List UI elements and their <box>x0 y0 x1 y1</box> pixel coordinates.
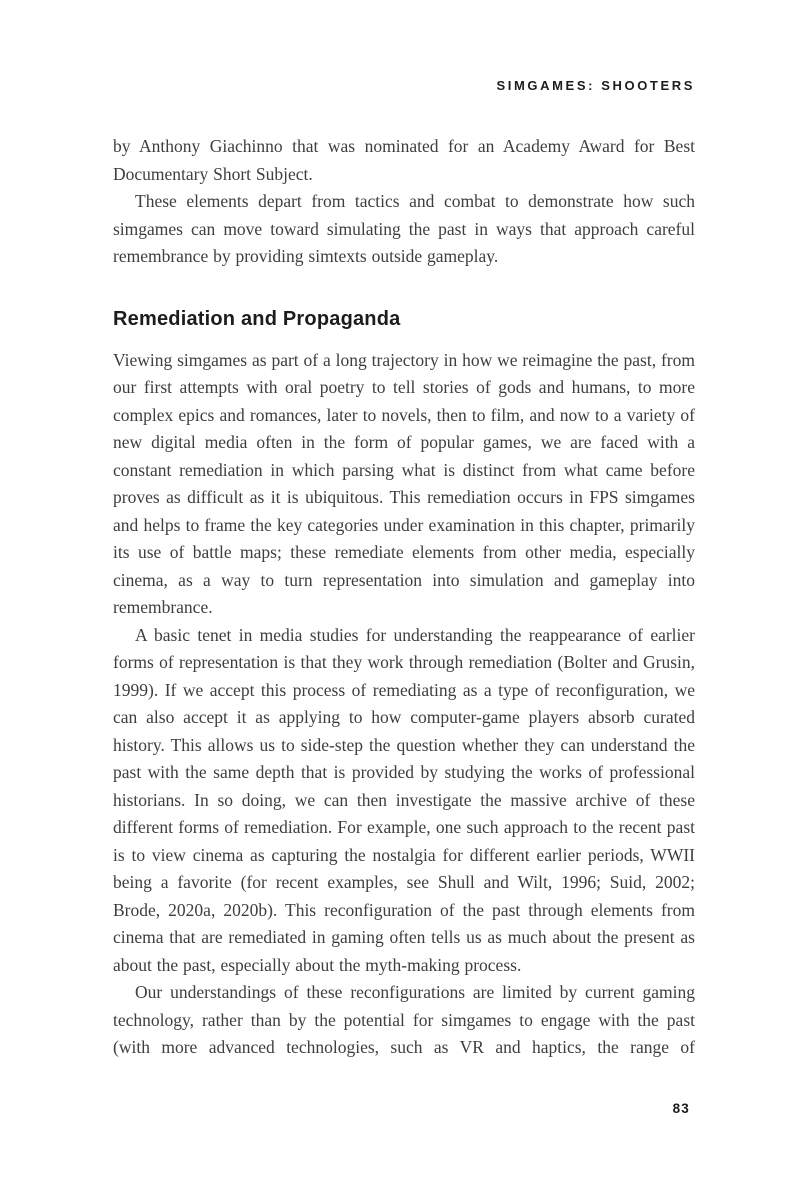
body-paragraph: Viewing simgames as part of a long trajectory in how we reimagine the past, from our first attempts with oral poetry to tell stories of gods and humans, to more complex epics and romances, later to novels, then to film, and now to a variety of new digital media often in the form of popular games, we are faced with a constant remediation in which parsing what is distinct from what came before proves as difficult as it is ubiquitous. This remediation occurs in FPS simgames and helps to frame the key categories under examination in this chapter, primarily its use of battle maps; these remediate elements from other media, especially cinema, as a way to turn representation into simulation and gameplay into remembrance. <box>113 349 695 617</box>
body-paragraph: These elements depart from tactics and combat to demonstrate how such simgames can move toward simulating the past in ways that approach careful remembrance by providing simtexts outside gameplay. <box>113 191 695 266</box>
section-heading: Remediation and Propaganda <box>113 307 401 330</box>
body-paragraph: Our understandings of these reconfigurations are limited by current gaming technology, rather than by the potential for simgames to engage with the past (with more advanced technologies, such as VR and haptics, the range of <box>113 982 695 1057</box>
running-header-title: SIMGAMES: SHOOTERS <box>496 78 695 93</box>
body-paragraph: A basic tenet in media studies for understanding the reappearance of earlier forms of representation is that they work through remediation (Bolter and Grusin, 1999). If we accept this process of remediating as a type of reconfiguration, we can also accept it as applying to how computer-game players absorb curated history. This allows us to side-step the question whether they can understand the past with the same depth that is provided by studying the works of professional historians. In so doing, we can then investigate the massive archive of these different forms of remediation. For example, one such approach to the recent past is to view cinema as capturing the nostalgia for different earlier periods, WWII being a favorite (for recent examples, see Shull and Wilt, 1996; Suid, 2002; Brode, 2020a, 2020b). This reconfiguration of the past through elements from cinema that are remediated in gaming often tells us as much about the present as about the past, especially about the myth-making process. <box>113 624 695 975</box>
body-paragraph: by Anthony Giachinno that was nominated for an Academy Award for Best Documentary Short Subject. <box>113 136 695 184</box>
page-body <box>113 133 695 1062</box>
page-header <box>113 77 695 94</box>
page-number: 83 <box>672 1101 690 1116</box>
